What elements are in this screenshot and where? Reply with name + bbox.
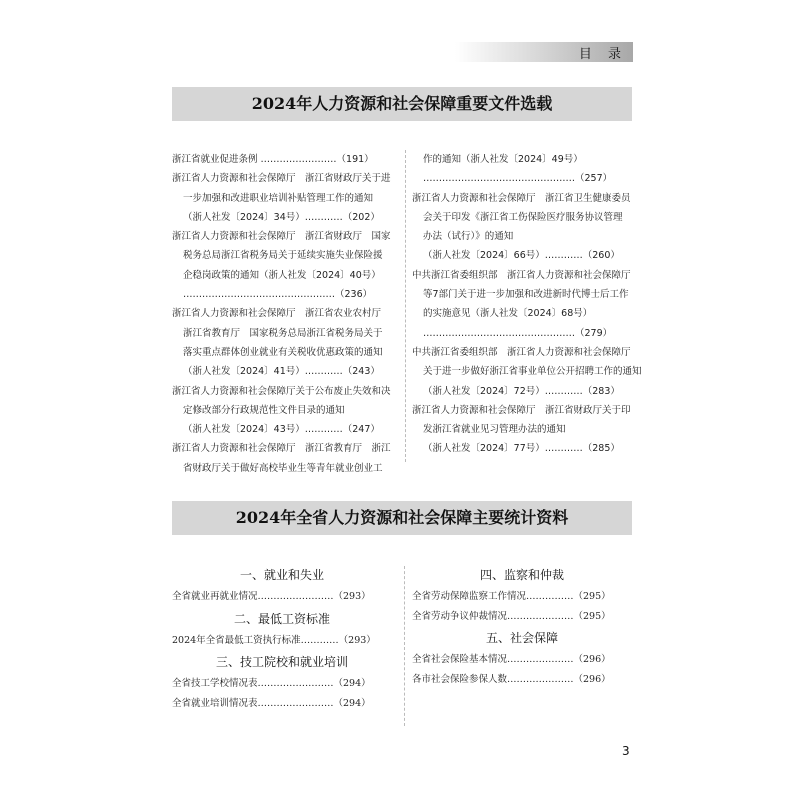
toc-line[interactable]: 浙江省人力资源和社会保障厅 浙江省教育厅 浙江 [172, 443, 391, 455]
toc-line[interactable]: 浙江省人力资源和社会保障厅关于公布废止失效和决 [172, 385, 391, 397]
toc-line[interactable]: 办法（试行）》的通知 [423, 231, 514, 243]
toc-line[interactable]: （浙人社发〔2024〕43号）…………（247） [183, 424, 380, 436]
toc-line[interactable]: 作的通知（浙人社发〔2024〕49号） [423, 154, 583, 165]
toc-line[interactable]: 浙江省教育厅 国家税务总局浙江省税务局关于 [183, 327, 383, 339]
column-divider [404, 566, 405, 726]
banner-statistics: 2024年全省人力资源和社会保障主要统计资料 [172, 501, 632, 535]
toc-line[interactable]: 中共浙江省委组织部 浙江省人力资源和社会保障厅 [412, 346, 631, 358]
page-number: 3 [622, 744, 630, 758]
toc-line[interactable]: 一步加强和改进职业培训补贴管理工作的通知 [183, 192, 374, 204]
documents-right-column [412, 150, 642, 459]
toc-line[interactable]: 浙江省人力资源和社会保障厅 浙江省财政厅关于进 [172, 173, 391, 185]
toc-line[interactable]: 全省劳动争议仲裁情况…………………（295） [412, 610, 611, 622]
toc-line[interactable]: 全省技工学校情况表……………………（294） [172, 678, 371, 689]
toc-line[interactable]: 的实施意见（浙人社发〔2024〕68号） [423, 308, 593, 320]
toc-line[interactable]: 落实重点群体创业就业有关税收优惠政策的通知 [183, 346, 383, 358]
toc-line[interactable]: 全省就业再就业情况……………………（293） [172, 591, 371, 602]
toc-line[interactable]: （浙人社发〔2024〕77号）…………（285） [423, 443, 620, 455]
toc-line[interactable]: （浙人社发〔2024〕72号）…………（283） [423, 385, 620, 397]
toc-line[interactable]: 定修改部分行政规范性文件目录的通知 [183, 404, 345, 416]
toc-line[interactable]: 2024年全省最低工资执行标准…………（293） [172, 634, 376, 646]
toc-line[interactable]: 发浙江省就业见习管理办法的通知 [423, 424, 566, 436]
toc-line[interactable]: …………………………………………（279） [423, 327, 613, 339]
toc-line[interactable]: 全省就业培训情况表……………………（294） [172, 697, 371, 709]
section-title-social-security: 五、社会保障 [485, 631, 558, 645]
toc-line[interactable]: 浙江省人力资源和社会保障厅 浙江省财政厅 国家 [172, 231, 391, 243]
section-title-supervision: 四、监察和仲裁 [479, 568, 564, 582]
toc-line[interactable]: 浙江省人力资源和社会保障厅 浙江省卫生健康委员 [412, 192, 631, 204]
toc-line[interactable]: …………………………………………（257） [423, 173, 613, 185]
toc-line[interactable]: 浙江省就业促进条例 ……………………（191） [172, 154, 374, 165]
toc-line[interactable]: （浙人社发〔2024〕66号）…………（260） [423, 250, 620, 262]
toc-line[interactable]: 中共浙江省委组织部 浙江省人力资源和社会保障厅 [412, 269, 631, 281]
toc-line[interactable]: 会关于印发《浙江省工伤保险医疗服务协议管理 [423, 211, 623, 223]
toc-line[interactable]: 浙江省人力资源和社会保障厅 浙江省财政厅关于印 [412, 404, 631, 416]
toc-line[interactable]: （浙人社发〔2024〕34号）…………（202） [183, 211, 380, 223]
toc-line[interactable]: …………………………………………（236） [183, 289, 373, 301]
section-title-employment: 一、就业和失业 [239, 568, 324, 582]
documents-left-column [172, 150, 402, 478]
toc-line[interactable]: 全省劳动保障监察工作情况……………（295） [412, 591, 611, 602]
toc-line[interactable]: 关于进一步做好浙江省事业单位公开招聘工作的通知 [423, 366, 642, 378]
toc-line[interactable]: 各市社会保险参保人数…………………（296） [412, 673, 611, 685]
section-title-minimum-wage: 二、最低工资标准 [233, 611, 330, 626]
section-header-label: 目 录 [578, 47, 627, 62]
toc-line[interactable]: 全省社会保险基本情况…………………（296） [412, 654, 611, 665]
column-divider [405, 150, 406, 462]
banner-documents: 2024年人力资源和社会保障重要文件选载 [172, 87, 632, 121]
toc-line[interactable]: 浙江省人力资源和社会保障厅 浙江省农业农村厅 [172, 308, 382, 320]
toc-line[interactable]: 等7部门关于进一步加强和改进新时代博士后工作 [423, 289, 629, 301]
toc-line[interactable]: （浙人社发〔2024〕41号）…………（243） [183, 366, 380, 378]
section-title-training: 三、技工院校和就业培训 [215, 655, 348, 669]
section-header [455, 42, 633, 62]
statistics-right-column [412, 563, 632, 689]
toc-line[interactable]: 税务总局浙江省税务局关于延续实施失业保险援 [183, 250, 383, 262]
toc-line[interactable]: 企稳岗政策的通知（浙人社发〔2024〕40号） [183, 269, 381, 281]
statistics-left-column [172, 563, 392, 713]
toc-line[interactable]: 省财政厅关于做好高校毕业生等青年就业创业工 [183, 462, 383, 474]
